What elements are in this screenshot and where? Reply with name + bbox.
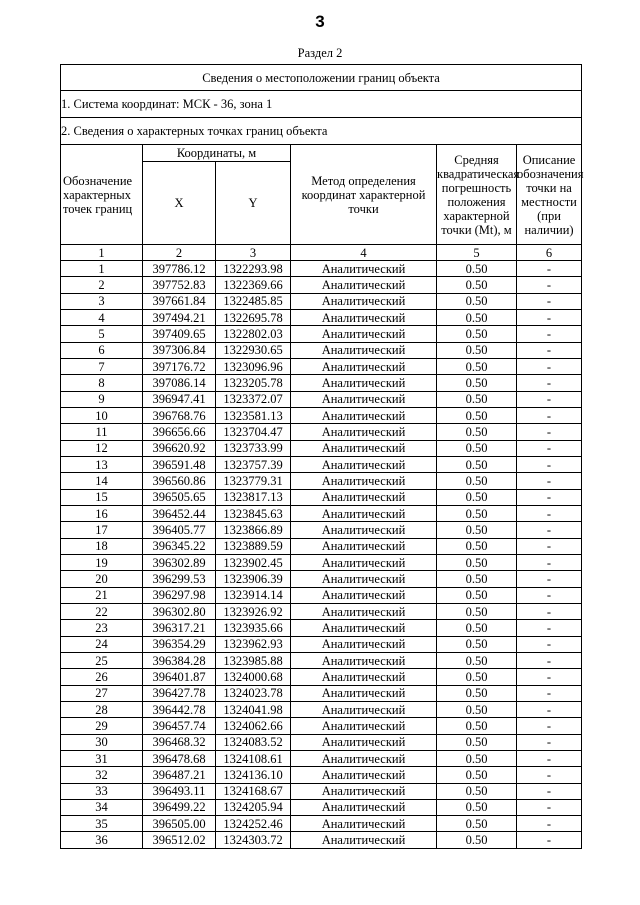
cell-method: Аналитический	[291, 652, 437, 668]
cell-y: 1323372.07	[216, 391, 291, 407]
cell-x: 396591.48	[143, 456, 216, 472]
cell-y: 1323205.78	[216, 375, 291, 391]
cell-error: 0.50	[437, 489, 517, 505]
cell-point-number: 27	[61, 685, 143, 701]
cell-y: 1323866.89	[216, 522, 291, 538]
cell-y: 1324062.66	[216, 718, 291, 734]
cell-method: Аналитический	[291, 522, 437, 538]
cell-point-number: 24	[61, 636, 143, 652]
cell-y: 1324083.52	[216, 734, 291, 750]
cell-method: Аналитический	[291, 685, 437, 701]
cell-y: 1322485.85	[216, 293, 291, 309]
cell-point-number: 17	[61, 522, 143, 538]
cell-x: 397786.12	[143, 261, 216, 277]
cell-x: 396478.68	[143, 750, 216, 766]
cell-x: 397409.65	[143, 326, 216, 342]
table-row	[61, 358, 582, 374]
cell-description: -	[517, 407, 582, 423]
cell-y: 1324041.98	[216, 701, 291, 717]
cell-error: 0.50	[437, 767, 517, 783]
cell-method: Аналитический	[291, 505, 437, 521]
cell-method: Аналитический	[291, 571, 437, 587]
cell-method: Аналитический	[291, 342, 437, 358]
cell-description: -	[517, 603, 582, 619]
cell-point-number: 10	[61, 407, 143, 423]
cell-error: 0.50	[437, 783, 517, 799]
cell-description: -	[517, 424, 582, 440]
cell-x: 396299.53	[143, 571, 216, 587]
cell-method: Аналитический	[291, 375, 437, 391]
cell-y: 1324303.72	[216, 832, 291, 848]
cell-x: 396317.21	[143, 620, 216, 636]
cell-method: Аналитический	[291, 261, 437, 277]
cell-x: 396505.00	[143, 816, 216, 832]
cell-point-number: 2	[61, 277, 143, 293]
cell-x: 396354.29	[143, 636, 216, 652]
column-number: 4	[291, 245, 437, 261]
cell-error: 0.50	[437, 456, 517, 472]
cell-error: 0.50	[437, 293, 517, 309]
cell-y: 1323985.88	[216, 652, 291, 668]
cell-description: -	[517, 473, 582, 489]
cell-y: 1324023.78	[216, 685, 291, 701]
table-row	[61, 293, 582, 309]
cell-description: -	[517, 375, 582, 391]
cell-y: 1323581.13	[216, 407, 291, 423]
cell-error: 0.50	[437, 538, 517, 554]
header-designation: Обозначение характерных точек границ	[61, 145, 143, 245]
column-number-row	[61, 245, 582, 261]
cell-y: 1324252.46	[216, 816, 291, 832]
table-row	[61, 718, 582, 734]
column-number: 6	[517, 245, 582, 261]
cell-description: -	[517, 734, 582, 750]
table-row	[61, 424, 582, 440]
header-x: X	[143, 162, 216, 245]
column-number: 2	[143, 245, 216, 261]
cell-point-number: 19	[61, 554, 143, 570]
cell-y: 1323733.99	[216, 440, 291, 456]
cell-error: 0.50	[437, 309, 517, 325]
cell-error: 0.50	[437, 554, 517, 570]
table-row	[61, 685, 582, 701]
cell-y: 1324136.10	[216, 767, 291, 783]
cell-y: 1322802.03	[216, 326, 291, 342]
cell-description: -	[517, 358, 582, 374]
table-row	[61, 309, 582, 325]
table-title-row	[61, 65, 582, 91]
cell-error: 0.50	[437, 799, 517, 815]
cell-x: 396487.21	[143, 767, 216, 783]
header-y: Y	[216, 162, 291, 245]
cell-x: 396427.78	[143, 685, 216, 701]
table-body	[61, 261, 582, 849]
cell-error: 0.50	[437, 375, 517, 391]
coordinate-system: 1. Система координат: МСК - 36, зона 1	[61, 91, 582, 118]
cell-x: 396620.92	[143, 440, 216, 456]
cell-description: -	[517, 620, 582, 636]
cell-point-number: 32	[61, 767, 143, 783]
table-row	[61, 652, 582, 668]
cell-description: -	[517, 571, 582, 587]
cell-error: 0.50	[437, 342, 517, 358]
cell-description: -	[517, 652, 582, 668]
cell-point-number: 20	[61, 571, 143, 587]
cell-error: 0.50	[437, 424, 517, 440]
cell-description: -	[517, 832, 582, 848]
cell-y: 1323889.59	[216, 538, 291, 554]
cell-y: 1323817.13	[216, 489, 291, 505]
cell-description: -	[517, 701, 582, 717]
cell-description: -	[517, 440, 582, 456]
cell-method: Аналитический	[291, 783, 437, 799]
cell-x: 396457.74	[143, 718, 216, 734]
cell-description: -	[517, 522, 582, 538]
cell-point-number: 8	[61, 375, 143, 391]
cell-point-number: 3	[61, 293, 143, 309]
cell-method: Аналитический	[291, 636, 437, 652]
cell-point-number: 18	[61, 538, 143, 554]
cell-x: 397752.83	[143, 277, 216, 293]
cell-description: -	[517, 750, 582, 766]
cell-description: -	[517, 309, 582, 325]
cell-x: 396442.78	[143, 701, 216, 717]
table-row	[61, 489, 582, 505]
cell-method: Аналитический	[291, 456, 437, 472]
cell-description: -	[517, 342, 582, 358]
cell-method: Аналитический	[291, 440, 437, 456]
table-row	[61, 783, 582, 799]
cell-description: -	[517, 587, 582, 603]
cell-method: Аналитический	[291, 424, 437, 440]
cell-error: 0.50	[437, 473, 517, 489]
page-number: 3	[315, 12, 325, 31]
table-row	[61, 832, 582, 848]
table-row	[61, 587, 582, 603]
cell-description: -	[517, 326, 582, 342]
cell-method: Аналитический	[291, 832, 437, 848]
cell-description: -	[517, 718, 582, 734]
cell-description: -	[517, 277, 582, 293]
cell-x: 396452.44	[143, 505, 216, 521]
cell-y: 1322695.78	[216, 309, 291, 325]
cell-x: 396468.32	[143, 734, 216, 750]
cell-y: 1323962.93	[216, 636, 291, 652]
cell-error: 0.50	[437, 701, 517, 717]
cell-error: 0.50	[437, 522, 517, 538]
cell-error: 0.50	[437, 669, 517, 685]
cell-error: 0.50	[437, 603, 517, 619]
table-row	[61, 456, 582, 472]
cell-error: 0.50	[437, 652, 517, 668]
cell-error: 0.50	[437, 816, 517, 832]
cell-description: -	[517, 783, 582, 799]
cell-description: -	[517, 538, 582, 554]
cell-point-number: 9	[61, 391, 143, 407]
cell-method: Аналитический	[291, 669, 437, 685]
cell-point-number: 1	[61, 261, 143, 277]
cell-x: 397494.21	[143, 309, 216, 325]
cell-x: 396768.76	[143, 407, 216, 423]
cell-error: 0.50	[437, 326, 517, 342]
cell-point-number: 12	[61, 440, 143, 456]
cell-point-number: 15	[61, 489, 143, 505]
cell-y: 1323926.92	[216, 603, 291, 619]
cell-point-number: 6	[61, 342, 143, 358]
cell-y: 1323704.47	[216, 424, 291, 440]
cell-method: Аналитический	[291, 293, 437, 309]
column-number: 3	[216, 245, 291, 261]
cell-error: 0.50	[437, 587, 517, 603]
cell-error: 0.50	[437, 750, 517, 766]
column-number: 5	[437, 245, 517, 261]
table-row	[61, 571, 582, 587]
cell-method: Аналитический	[291, 701, 437, 717]
cell-method: Аналитический	[291, 277, 437, 293]
table-title: Сведения о местоположении границ объекта	[61, 65, 582, 91]
cell-point-number: 33	[61, 783, 143, 799]
table-row	[61, 816, 582, 832]
cell-error: 0.50	[437, 571, 517, 587]
cell-x: 397306.84	[143, 342, 216, 358]
cell-error: 0.50	[437, 505, 517, 521]
cell-description: -	[517, 669, 582, 685]
table-row	[61, 767, 582, 783]
cell-y: 1322369.66	[216, 277, 291, 293]
table-row	[61, 799, 582, 815]
table-row	[61, 342, 582, 358]
table-row	[61, 473, 582, 489]
section-label: Раздел 2	[297, 46, 343, 60]
cell-error: 0.50	[437, 440, 517, 456]
cell-x: 396505.65	[143, 489, 216, 505]
header-method: Метод определения координат характерной точки	[291, 145, 437, 245]
cell-x: 396499.22	[143, 799, 216, 815]
cell-error: 0.50	[437, 636, 517, 652]
cell-method: Аналитический	[291, 554, 437, 570]
cell-method: Аналитический	[291, 587, 437, 603]
cell-y: 1323935.66	[216, 620, 291, 636]
cell-description: -	[517, 767, 582, 783]
cell-description: -	[517, 799, 582, 815]
cell-description: -	[517, 456, 582, 472]
header-description: Описание обозначения точки на местности (при наличии)	[517, 145, 582, 245]
cell-x: 396297.98	[143, 587, 216, 603]
table-row	[61, 277, 582, 293]
cell-description: -	[517, 489, 582, 505]
table-row	[61, 701, 582, 717]
table-row	[61, 407, 582, 423]
cell-error: 0.50	[437, 391, 517, 407]
cell-y: 1322930.65	[216, 342, 291, 358]
cell-point-number: 30	[61, 734, 143, 750]
cell-x: 396302.89	[143, 554, 216, 570]
cell-x: 396302.80	[143, 603, 216, 619]
cell-description: -	[517, 261, 582, 277]
boundary-points-table	[60, 64, 582, 849]
cell-description: -	[517, 685, 582, 701]
table-row	[61, 375, 582, 391]
cell-method: Аналитический	[291, 538, 437, 554]
cell-y: 1323096.96	[216, 358, 291, 374]
cell-point-number: 5	[61, 326, 143, 342]
cell-method: Аналитический	[291, 718, 437, 734]
cell-error: 0.50	[437, 358, 517, 374]
table-row	[61, 734, 582, 750]
table-row	[61, 603, 582, 619]
table-row	[61, 554, 582, 570]
cell-x: 397176.72	[143, 358, 216, 374]
cell-description: -	[517, 816, 582, 832]
cell-x: 397086.14	[143, 375, 216, 391]
cell-error: 0.50	[437, 718, 517, 734]
cell-x: 396656.66	[143, 424, 216, 440]
cell-point-number: 31	[61, 750, 143, 766]
cell-point-number: 35	[61, 816, 143, 832]
cell-point-number: 25	[61, 652, 143, 668]
cell-description: -	[517, 293, 582, 309]
cell-method: Аналитический	[291, 391, 437, 407]
table-row	[61, 391, 582, 407]
cell-point-number: 16	[61, 505, 143, 521]
cell-point-number: 7	[61, 358, 143, 374]
cell-error: 0.50	[437, 620, 517, 636]
cell-y: 1323902.45	[216, 554, 291, 570]
cell-y: 1323914.14	[216, 587, 291, 603]
cell-y: 1324205.94	[216, 799, 291, 815]
cell-method: Аналитический	[291, 326, 437, 342]
cell-point-number: 36	[61, 832, 143, 848]
table-row	[61, 636, 582, 652]
cell-x: 396512.02	[143, 832, 216, 848]
cell-method: Аналитический	[291, 620, 437, 636]
cell-description: -	[517, 554, 582, 570]
table-row	[61, 538, 582, 554]
cell-y: 1324168.67	[216, 783, 291, 799]
cell-x: 396401.87	[143, 669, 216, 685]
cell-error: 0.50	[437, 277, 517, 293]
cell-y: 1324108.61	[216, 750, 291, 766]
cell-point-number: 28	[61, 701, 143, 717]
cell-error: 0.50	[437, 685, 517, 701]
cell-point-number: 4	[61, 309, 143, 325]
cell-y: 1323779.31	[216, 473, 291, 489]
cell-method: Аналитический	[291, 489, 437, 505]
cell-x: 396947.41	[143, 391, 216, 407]
points-heading: 2. Сведения о характерных точках границ объекта	[61, 118, 582, 145]
cell-x: 396493.11	[143, 783, 216, 799]
cell-method: Аналитический	[291, 358, 437, 374]
table-row	[61, 750, 582, 766]
table-row	[61, 669, 582, 685]
cell-point-number: 34	[61, 799, 143, 815]
cell-method: Аналитический	[291, 407, 437, 423]
table-row	[61, 620, 582, 636]
cell-y: 1322293.98	[216, 261, 291, 277]
cell-x: 396345.22	[143, 538, 216, 554]
column-number: 1	[61, 245, 143, 261]
cell-y: 1323906.39	[216, 571, 291, 587]
cell-x: 396405.77	[143, 522, 216, 538]
cell-point-number: 21	[61, 587, 143, 603]
table-row	[61, 440, 582, 456]
cell-error: 0.50	[437, 407, 517, 423]
cell-error: 0.50	[437, 261, 517, 277]
cell-x: 397661.84	[143, 293, 216, 309]
cell-x: 396560.86	[143, 473, 216, 489]
coordinate-system-row	[61, 91, 582, 118]
header-row-1	[61, 145, 582, 162]
table-row	[61, 326, 582, 342]
cell-point-number: 22	[61, 603, 143, 619]
cell-method: Аналитический	[291, 309, 437, 325]
cell-method: Аналитический	[291, 799, 437, 815]
cell-error: 0.50	[437, 832, 517, 848]
cell-method: Аналитический	[291, 473, 437, 489]
cell-method: Аналитический	[291, 603, 437, 619]
cell-description: -	[517, 505, 582, 521]
cell-y: 1323757.39	[216, 456, 291, 472]
table-row	[61, 505, 582, 521]
cell-method: Аналитический	[291, 734, 437, 750]
cell-method: Аналитический	[291, 767, 437, 783]
cell-y: 1323845.63	[216, 505, 291, 521]
cell-y: 1324000.68	[216, 669, 291, 685]
table-row	[61, 261, 582, 277]
header-error: Средняя квадратическая погрешность положения характерной точки (Mt), м	[437, 145, 517, 245]
cell-point-number: 23	[61, 620, 143, 636]
cell-method: Аналитический	[291, 750, 437, 766]
cell-error: 0.50	[437, 734, 517, 750]
cell-point-number: 13	[61, 456, 143, 472]
cell-description: -	[517, 636, 582, 652]
cell-description: -	[517, 391, 582, 407]
points-heading-row	[61, 118, 582, 145]
cell-point-number: 14	[61, 473, 143, 489]
cell-point-number: 29	[61, 718, 143, 734]
cell-point-number: 11	[61, 424, 143, 440]
table-row	[61, 522, 582, 538]
cell-x: 396384.28	[143, 652, 216, 668]
header-coordinates: Координаты, м	[143, 145, 291, 162]
cell-method: Аналитический	[291, 816, 437, 832]
cell-point-number: 26	[61, 669, 143, 685]
